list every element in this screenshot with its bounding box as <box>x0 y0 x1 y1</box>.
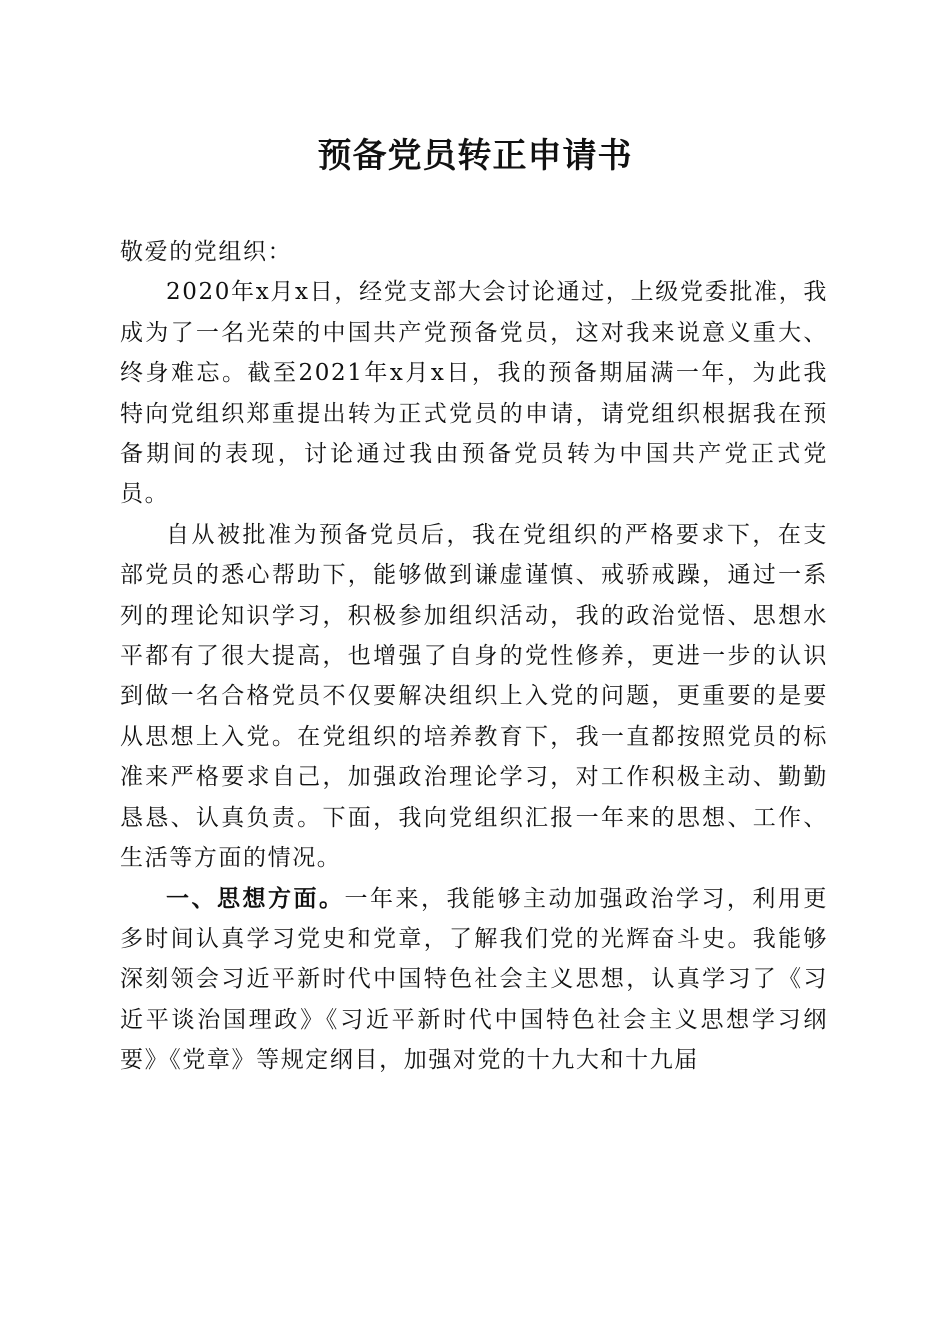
paragraph-intro: 2020年x月x日，经党支部大会讨论通过，上级党委批准，我成为了一名光荣的中国共产党预备党员，这对我来说意义重大、终身难忘。截至2021年x月x日，我的预备期届满一年，为此我特向党组织郑重提出转为正式党员的申请，请党组织根据我在预备期间的表现，讨论通过我由预备党员转为中国共产党正式党员。 <box>120 279 828 508</box>
paragraph-ideology-text: 一年来，我能够主动加强政治学习，利用更多时间认真学习党史和党章，了解我们党的光辉奋斗史。我能够深刻领会习近平新时代中国特色社会主义思想，认真学习了《习近平谈治国理政》《习近平新时代中国特色社会主义思想学习纲要》《党章》等规定纲目，加强对党的十九大和十九届 <box>120 885 829 1074</box>
section-heading-ideology: 一、思想方面。 <box>166 885 345 912</box>
paragraph-ideology <box>120 879 828 1081</box>
document-body <box>120 232 828 1081</box>
paragraph-probation-summary: 自从被批准为预备党员后，我在党组织的严格要求下，在支部党员的悉心帮助下，能够做到谦虚谨慎、戒骄戒躁，通过一系列的理论知识学习，积极参加组织活动，我的政治觉悟、思想水平都有了很大提高，也增强了自身的党性修养，更进一步的认识到做一名合格党员不仅要解决组织上入党的问题，更重要的是要从思想上入党。在党组织的培养教育下，我一直都按照党员的标准来严格要求自己，加强政治理论学习，对工作积极主动、勤勤恳恳、认真负责。下面，我向党组织汇报一年来的思想、工作、生活等方面的情况。 <box>120 521 828 872</box>
salutation: 敬爱的党组织： <box>120 239 293 265</box>
document-title: 预备党员转正申请书 <box>317 136 633 176</box>
